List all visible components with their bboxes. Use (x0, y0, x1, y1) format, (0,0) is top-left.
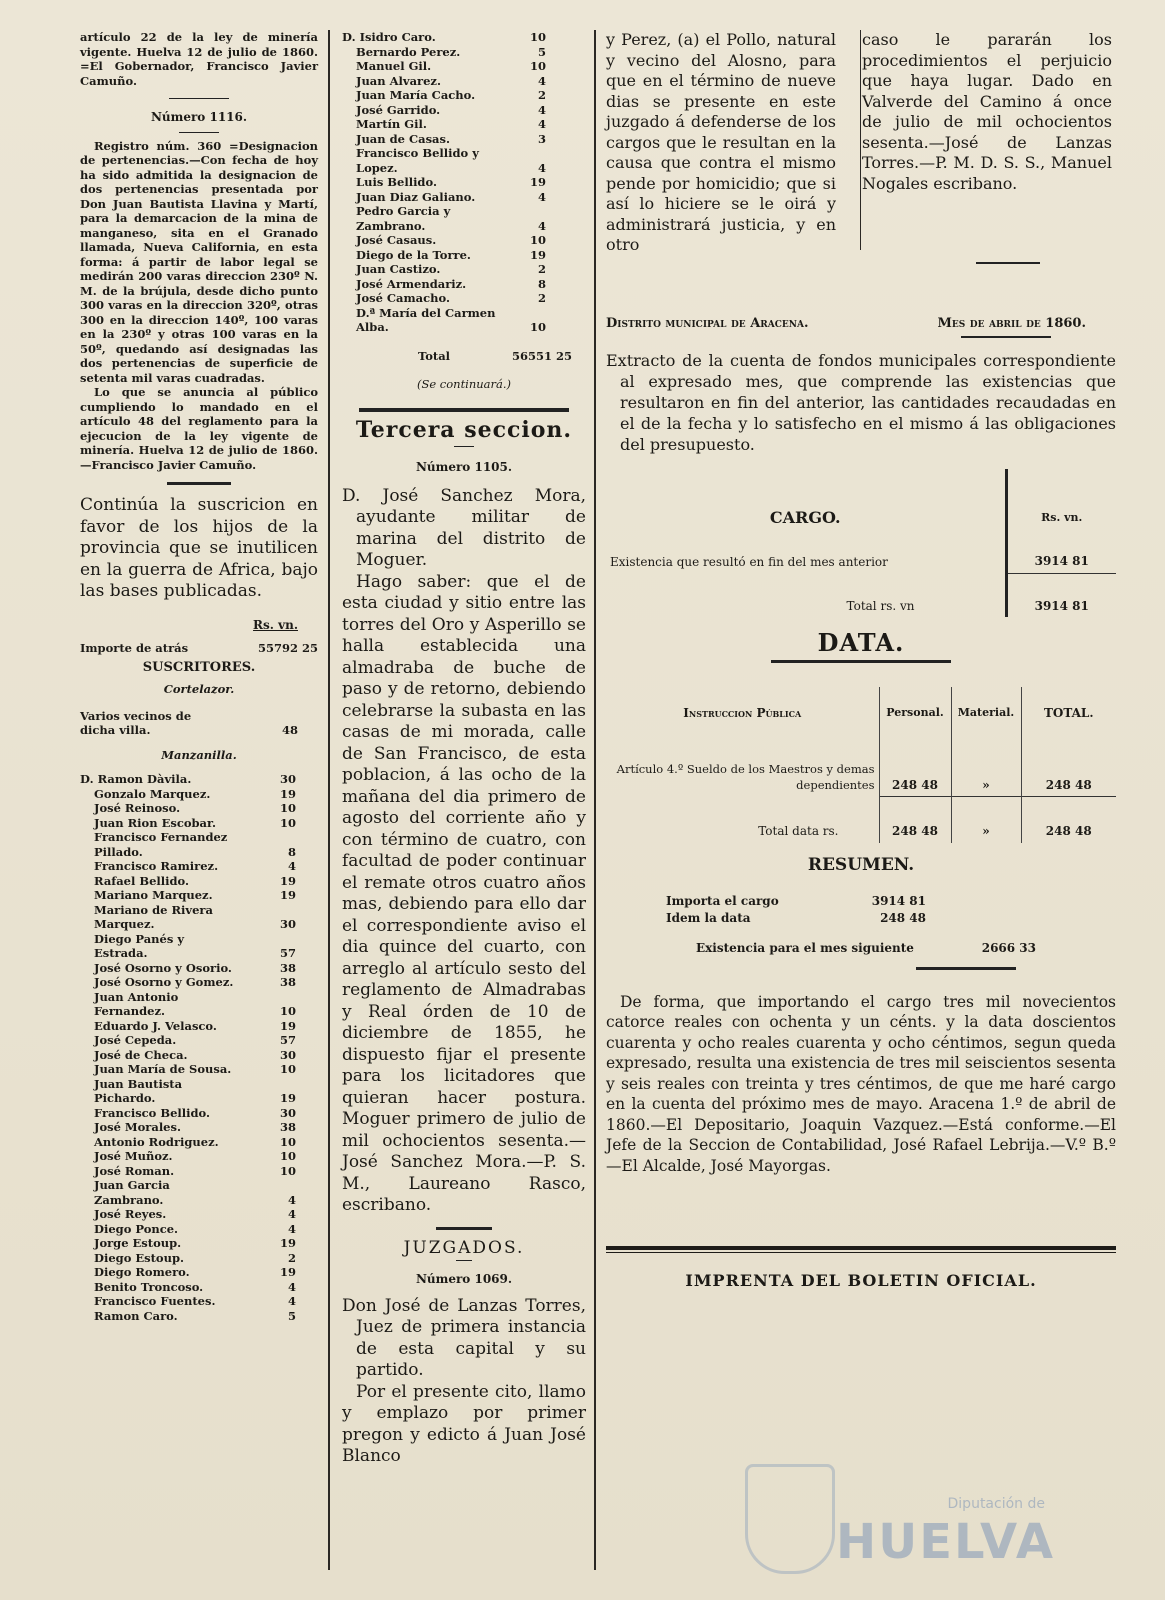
importa-label: Importa el cargo (666, 894, 779, 908)
divider (976, 262, 1040, 264)
donor-name: Mariano Marquez. (94, 888, 213, 902)
donor-name: Juan de Casas. (356, 131, 450, 146)
donor-name: Diego Panés y Estrada. (94, 931, 185, 960)
exist-sig-value: 2666 33 (981, 941, 1036, 955)
exist-sig-label: Existencia para el mes siguiente (696, 941, 914, 955)
donor-name: D.ª María del Carmen Alba. (356, 305, 496, 334)
donor-amount: 57 (279, 1033, 296, 1047)
column-3-4 (606, 30, 1116, 1290)
donor-amount: 3 (537, 131, 546, 146)
donor-name: Diego Romero. (94, 1265, 190, 1279)
donor-row (80, 1207, 318, 1222)
total-data-label: Total data rs. (606, 797, 879, 843)
notice-number: Número 1116. (150, 110, 248, 124)
donor-row (80, 1062, 318, 1077)
cargo-heading: CARGO. (606, 469, 1006, 529)
donor-row (342, 306, 586, 335)
donor-amount: 38 (279, 960, 296, 975)
imprenta-footer: IMPRENTA DEL BOLETIN OFICIAL. (685, 1271, 1037, 1290)
donor-row (80, 874, 318, 889)
donor-name: Diego Ponce. (94, 1221, 179, 1236)
articulo-material: » (951, 725, 1021, 797)
registro-text: Registro núm. 360 =Designacion de pertenencias.—Con fecha de hoy ha sido admitida la designacion de dos pertenencias presentada por Don Juan Bautista Llavina y Martí, para la demarcacion de la mina de manganeso, sita en el Granado llamada, Nueva California, en esta forma: á partir de labor legal se medirán 200 varas direccion 230º N. M. de la brújula, desde dicho punto 300 varas en la direccion 320º, otras 300 en la direccion 140º, 100 varas en la 230º y otras 100 varas en la 50º, quedando así designadas las dos pertenencias de superficie de setenta mil varas cuadradas. (80, 138, 318, 385)
donor-row (80, 1135, 318, 1150)
donor-name: Diego Estoup. (94, 1250, 185, 1265)
donor-amount: 10 (279, 1062, 296, 1076)
donor-amount: 19 (279, 1018, 296, 1033)
donor-row (342, 117, 586, 132)
juzgado-cont-right: caso le pararán los procedimientos el perjuicio que haya lugar. Dado en Valverde del Camino á once de julio de mil ochocientos sesenta.—José de Lanzas Torres.—P. M. D. S. S., Manuel Nogales escribano. (862, 30, 1112, 193)
rs-vn-header: Rs. vn. (253, 617, 298, 632)
donor-row (80, 772, 318, 787)
mining-notice-end: artículo 22 de la ley de minería vigente. Huelva 12 de julio de 1860. =El Gobernador, Francisco Javier Camuño. (80, 30, 318, 88)
donor-amount: 5 (287, 1308, 296, 1323)
donor-row (80, 830, 318, 859)
donor-name: Manuel Gil. (356, 59, 432, 73)
juzgado-continuation (606, 30, 1116, 256)
notice-number: Número 1105. (415, 460, 513, 474)
donor-name: José Casaus. (356, 233, 437, 247)
donor-amount: 4 (537, 102, 546, 117)
donor-row (80, 1149, 318, 1164)
donor-name: Martín Gil. (356, 117, 427, 131)
donor-row (80, 1033, 318, 1048)
donor-name: Eduardo J. Velasco. (94, 1018, 217, 1033)
donor-row (80, 932, 318, 961)
donor-name: Francisco Bellido. (94, 1105, 211, 1120)
donor-row (80, 1236, 318, 1251)
donor-name: Bernardo Perez. (356, 44, 461, 59)
donor-row (342, 45, 586, 60)
donor-amount: 38 (279, 975, 296, 989)
donor-name: Juan Bautista Pichardo. (94, 1076, 183, 1105)
cortelazor-heading: Cortelazor. (163, 682, 235, 696)
donor-amount: 2 (537, 262, 546, 276)
material-header: Material. (951, 687, 1021, 725)
donor-row (80, 990, 318, 1019)
donor-row (80, 1019, 318, 1034)
exist-sig-row (696, 940, 1036, 957)
donor-name: Benito Troncoso. (94, 1279, 204, 1294)
donor-amount: 10 (279, 1149, 296, 1163)
donor-name: Ramon Caro. (94, 1308, 178, 1323)
donor-row (80, 859, 318, 874)
donor-name: José Roman. (94, 1163, 175, 1178)
lanzas-heading: Don José de Lanzas Torres, Juez de primera instancia de esta capital y su partido. (342, 1295, 586, 1380)
donor-amount: 4 (537, 117, 546, 131)
donor-row (80, 1251, 318, 1266)
donor-name: Juan Castizo. (356, 262, 441, 276)
donor-row (342, 30, 586, 45)
donor-amount: 38 (279, 1120, 296, 1134)
section-title: Tercera seccion. (355, 416, 573, 443)
donor-name: Francisco Bellido y Lopez. (356, 146, 479, 175)
watermark-subtitle: Diputación de (947, 1496, 1045, 1512)
donor-amount: 2 (537, 88, 546, 102)
donor-row (80, 1048, 318, 1063)
watermark-huelva: HUELVA (836, 1514, 1055, 1570)
donor-amount: 4 (537, 160, 546, 175)
rs-vn-header: Rs. vn. (1041, 510, 1083, 524)
donor-amount: 30 (279, 772, 296, 786)
donor-amount: 19 (279, 1236, 296, 1250)
donor-amount: 4 (287, 1294, 296, 1308)
donor-amount: 19 (279, 873, 296, 888)
donor-name: Luis Bellido. (356, 175, 437, 189)
cargo-table (606, 469, 1116, 617)
existencia-value: 3914 81 (1034, 554, 1089, 568)
archive-shield-logo (745, 1464, 835, 1574)
manzanilla-heading: Manzanilla. (161, 747, 237, 762)
donor-amount: 4 (287, 1192, 296, 1207)
donor-amount: 10 (279, 815, 296, 830)
donor-row (342, 146, 586, 175)
donor-amount: 10 (529, 320, 546, 334)
distrito-title: Distrito municipal de Aracena. (606, 315, 809, 331)
resumen-block (666, 893, 926, 926)
sanchez-heading: D. José Sanchez Mora, ayudante militar de marina del distrito de Moguer. (342, 485, 586, 570)
donor-row (80, 801, 318, 816)
donor-name: José Muñoz. (94, 1149, 173, 1163)
donor-amount: 4 (537, 189, 546, 204)
divider (454, 446, 474, 447)
page-rule (606, 1252, 1116, 1253)
varios-value: 48 (281, 723, 298, 737)
varios-row (80, 709, 318, 738)
importa-value: 3914 81 (871, 894, 926, 908)
donor-amount: 30 (279, 917, 296, 931)
donor-row (80, 1164, 318, 1179)
page-rule (606, 1246, 1116, 1250)
section-divider (359, 408, 569, 412)
lanzas-body: Por el presente cito, llamo y emplazo por primer pregon y edicto á Juan José Blanco (342, 1381, 586, 1466)
anuncia-text: Lo que se anuncia al público cumpliendo lo mandado en el artículo 48 del reglamento para la ejecucion de la ley vigente de minería. Huelva 12 de julio de 1860.—Francisco Javier Camuño. (80, 385, 318, 472)
data-table (606, 687, 1116, 843)
donor-row (342, 132, 586, 147)
donor-row (342, 190, 586, 205)
donor-amount: 8 (287, 844, 296, 859)
donor-row (80, 816, 318, 831)
donor-row (342, 74, 586, 89)
donor-amount: 2 (537, 291, 546, 305)
donor-row (342, 233, 586, 248)
column-rule (328, 30, 330, 1570)
donor-row (342, 262, 586, 277)
donor-name: Juan Garcia Zambrano. (94, 1178, 170, 1207)
donor-row (80, 888, 318, 903)
column-1 (80, 30, 318, 1323)
donor-amount: 4 (287, 1207, 296, 1221)
total-data-total: 248 48 (1021, 797, 1116, 843)
personal-header: Personal. (879, 687, 951, 725)
donor-row (80, 1120, 318, 1135)
donor-amount: 30 (279, 1105, 296, 1120)
de-forma-text: De forma, que importando el cargo tres mil novecientos catorce reales con ochenta y un cénts. y la data doscientos cuarenta y ocho reales cuarenta y ocho céntimos, segun queda expresado, resulta una existencia de tres mil seiscientos sesenta y seis reales con treinta y tres céntimos, de que me haré cargo en la cuenta del próximo mes de mayo. Aracena 1.º de abril de 1860.—El Depositario, Joaquin Vazquez.—Está conforme.—El Jefe de la Seccion de Contabilidad, José Rafael Lebrija.—V.º B.º—El Alcalde, José Mayorgas. (606, 992, 1116, 1175)
donor-name: José Garrido. (356, 102, 441, 117)
donor-amount: 10 (279, 801, 296, 815)
donor-row (342, 175, 586, 190)
total-data-personal: 248 48 (879, 797, 951, 843)
donor-amount: 19 (279, 786, 296, 801)
juzgados-heading: JUZGADOS. (403, 1237, 525, 1258)
donor-amount: 10 (529, 30, 546, 44)
donor-amount: 19 (279, 888, 296, 902)
sanchez-body: Hago saber: que el de esta ciudad y sitio entre las torres del Oro y Asperillo se halla establecida una almadraba de buche de paso y de retorno, debiendo celebrarse la subasta en las casas de mi morada, calle de San Francisco, de esta poblacion, á las ocho de la mañana del dia primero de agosto del corriente año y con término de cuatro, con facultad de poder continuar el remate otros cuatro años mas, debiendo para ello dar el correspondiente aviso el dia quince del cuarto, con arreglo al artículo sesto del reglamento de Almadrabas y Real órden de 10 de diciembre de 1855, he dispuesto fijar el presente para los licitadores que quieran hacer postura. Moguer primero de julio de mil ochocientos sesenta.—José Sanchez Mora.—P. S. M., Laureano Rasco, escribano. (342, 571, 586, 1215)
donor-name: José Reinoso. (94, 801, 181, 815)
divider (167, 482, 231, 485)
aracena-header (606, 316, 1116, 333)
donor-name: Francisco Ramirez. (94, 859, 219, 873)
articulo-label: Artículo 4.º Sueldo de los Maestros y demas dependientes (606, 725, 879, 797)
donor-amount: 4 (287, 1221, 296, 1236)
donor-row (80, 1077, 318, 1106)
importe-label: Importe de atrás (80, 641, 189, 655)
mes-title: Mes de abril de 1860. (937, 315, 1086, 331)
donor-amount: 4 (537, 218, 546, 233)
donor-row (80, 903, 318, 932)
donor-name: Juan Diaz Galiano. (356, 189, 476, 204)
donor-name: Juan Rion Escobar. (94, 815, 216, 830)
donor-name: Jorge Estoup. (94, 1236, 182, 1250)
donor-row (80, 1280, 318, 1295)
divider (456, 1260, 472, 1261)
donor-row (80, 787, 318, 802)
donor-list (342, 30, 586, 335)
divider (916, 967, 1016, 970)
donor-row (342, 59, 586, 74)
donor-row (80, 1309, 318, 1324)
donor-amount: 19 (529, 175, 546, 189)
suscricion-heading: Continúa la suscricion en favor de los hijos de la provincia que se inutilicen en la guerra de Africa, bajo las bases publicadas. (80, 495, 318, 601)
divider (179, 132, 219, 133)
donor-amount: 19 (279, 1265, 296, 1279)
donor-name: José Cepeda. (94, 1033, 177, 1047)
donor-row (342, 103, 586, 118)
divider (169, 98, 229, 99)
existencia-label: Existencia que resultó en fin del mes anterior (606, 529, 1006, 573)
extracto-text: Extracto de la cuenta de fondos municipales correspondiente al expresado mes, que comprende las existencias que resultaron en fin del anterior, las cantidades recaudadas en el de la fecha y lo satisfecho en el mismo á las obligaciones del presupuesto. (606, 351, 1116, 454)
donor-amount: 4 (537, 73, 546, 88)
donor-amount: 57 (279, 946, 296, 960)
donor-amount: 10 (529, 233, 546, 247)
column-2 (342, 30, 586, 1468)
articulo-total: 248 48 (1045, 777, 1092, 792)
data-heading: DATA. (817, 628, 905, 657)
total-data-material: » (951, 797, 1021, 843)
importe-row (80, 641, 318, 656)
donor-amount: 10 (529, 59, 546, 73)
donor-name: Mariano de Rivera Marquez. (94, 902, 213, 931)
donor-name: José Morales. (94, 1120, 181, 1134)
divider (436, 1227, 492, 1230)
juzgado-cont-left: y Perez, (a) el Pollo, natural y vecino del Alosno, para que en el término de nueve dias se presente en este juzgado á defenderse de los cargos que le resultan en la causa que contra el mismo pende por homicidio; que si así lo hiciere se le oirá y administrará justicia, y en otro (606, 30, 836, 254)
donor-row (80, 1294, 318, 1309)
donor-name: Diego de la Torre. (356, 247, 471, 262)
donor-row (342, 277, 586, 292)
donor-name: José de Checa. (94, 1047, 188, 1062)
donor-amount: 10 (279, 1134, 296, 1149)
donor-name: Juan Antonio Fernandez. (94, 989, 179, 1018)
total-rs-value: 3914 81 (1006, 573, 1116, 617)
donor-amount: 5 (537, 44, 546, 59)
donor-amount: 30 (279, 1047, 296, 1062)
donor-name: José Osorno y Osorio. (94, 960, 232, 975)
donor-name: José Camacho. (356, 291, 450, 305)
donor-name: Gonzalo Marquez. (94, 786, 211, 801)
donor-row (80, 1178, 318, 1207)
donor-row (342, 88, 586, 103)
donor-row (80, 1106, 318, 1121)
donor-row (80, 961, 318, 976)
donor-amount: 4 (287, 1279, 296, 1294)
donor-row (80, 1265, 318, 1280)
donor-name: Francisco Fuentes. (94, 1294, 216, 1308)
suscritores-heading: SUSCRITORES. (142, 659, 256, 675)
donor-row (80, 1222, 318, 1237)
donor-name: Francisco Fernandez Pillado. (94, 830, 228, 859)
total-label: Total (418, 348, 451, 363)
donor-row (342, 248, 586, 263)
idem-label: Idem la data (666, 910, 751, 925)
donor-name: José Osorno y Gomez. (94, 975, 234, 989)
total-rs-label: Total rs. vn (606, 573, 1006, 617)
continuara: (Se continuará.) (416, 377, 512, 391)
divider (771, 660, 951, 663)
idem-value: 248 48 (880, 910, 926, 925)
donor-name: Juan Alvarez. (356, 73, 441, 88)
donor-name: D. Isidro Caro. (342, 30, 436, 44)
donor-row (342, 291, 586, 306)
resumen-heading: RESUMEN. (807, 854, 915, 875)
notice-number: Número 1069. (415, 1272, 513, 1286)
column-rule (594, 30, 596, 1570)
donor-amount: 2 (287, 1250, 296, 1265)
total-header: TOTAL. (1043, 706, 1094, 720)
varios-label: Varios vecinos de dicha villa. (80, 708, 192, 737)
total-value: 56551 25 (511, 348, 572, 363)
donor-name: José Reyes. (94, 1207, 167, 1221)
donor-amount: 19 (529, 247, 546, 262)
donor-name: Juan María Cacho. (356, 88, 476, 102)
donor-amount: 10 (279, 1004, 296, 1018)
donor-name: D. Ramon Dàvila. (80, 772, 192, 786)
articulo-personal: 248 48 (879, 725, 951, 797)
divider (961, 336, 1051, 338)
donor-list (80, 772, 318, 1323)
importe-value: 55792 25 (257, 641, 318, 655)
instr-heading: Instruccion Pública (606, 687, 879, 725)
donor-name: Antonio Rodriguez. (94, 1134, 219, 1149)
donor-name: Pedro Garcia y Zambrano. (356, 204, 451, 233)
donor-amount: 19 (279, 1091, 296, 1105)
donor-name: José Armendariz. (356, 276, 467, 291)
donor-amount: 8 (537, 276, 546, 291)
donor-row (80, 975, 318, 990)
total-row (342, 349, 586, 364)
donor-name: Rafael Bellido. (94, 873, 190, 888)
donor-amount: 4 (287, 859, 296, 873)
donor-row (342, 204, 586, 233)
donor-name: Juan María de Sousa. (94, 1062, 232, 1076)
donor-amount: 10 (279, 1163, 296, 1178)
